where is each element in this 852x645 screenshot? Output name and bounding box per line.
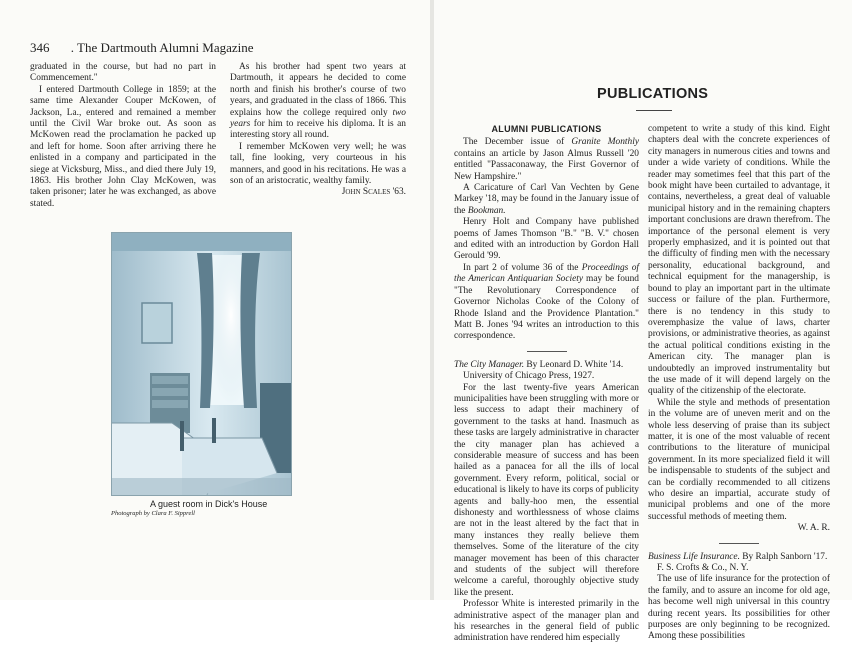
paragraph: competent to write a study of this kind. Eight chapters deal with the concrete experiences of city managers in numerous cities and towns and under a wide variety of conditions. While the reader may sometimes feel that this part of the book might have been curtailed to advantage, it contains, nevertheless, a great deal of valuable municipal history and in the remaining chapters important conclusions are drawn therefrom. The importance of the personal element is very properly emphasized, and it is pointed out that the difficulty of finding men with the necessary personality, educational background, and technical equipment for the managership, is bound to play an important part in the ultimate success or failure of the plan. Furthermore, there is no tendency in this study to overemphasize the value of laws, charter provisions, or administrative theories, as against the actual political conditions existing in the American city. The manager plan is undoubtedly an improved instrumentality but the use made of it will depend largely on the quality of the citizenship of the electorate. (648, 124, 830, 397)
page-number: 346 (30, 40, 50, 55)
review-publisher: University of Chicago Press, 1927. (463, 371, 595, 382)
photo-caption: A guest room in Dick's House (150, 499, 268, 509)
guest-room-photo (111, 232, 292, 496)
section-title: PUBLICATIONS (597, 86, 709, 102)
paragraph: For the last twenty-five years American municipalities have been struggling with more or less success to adapt their machinery of government to the tasks at hand. Inasmuch as these tasks are largely administrative in character the city manager plan has achieved a considerable measure of success and has been hailed as a panacea for all the ills of local government. Every reform, political, social or educational is likely to have its corps of publicity agents and bally-hoo men, the essential dishonesty and worthlessness of whose claims are not in the least altered by the fact that in many instances they really believe them themselves. Some of the literature of the city manager movement has been of this character and students of the subject will therefore welcome a careful, thoroughly objective study like the present. (454, 382, 639, 598)
subsection-title: ALUMNI PUBLICATIONS (491, 124, 602, 134)
review-publisher: F. S. Crofts & Co., N. Y. (657, 563, 749, 574)
running-header (30, 40, 254, 56)
left-column-2 (230, 62, 406, 199)
paragraph: The use of life insurance for the protection of the family, and to assure an income for old age, has become well nigh universal in this country during recent years. Its possibilities for other purposes are only beginning to be recognized. Among these possibilities (648, 574, 830, 642)
photo-credit: Photograph by Clara F. Sipprell (111, 510, 195, 517)
paragraph: A Caricature of Carl Van Vechten by Gene Markey '18, may be found in the January issue of the Bookman. (454, 183, 639, 216)
paragraph: Professor White is interested primarily in the administrative aspect of the manager plan and his researches in the general field of public administration have rendered him especially (454, 599, 639, 644)
right-column-2 (648, 124, 830, 643)
paragraph: In part 2 of volume 36 of the Proceedings of the American Antiquarian Society may be found "The Revolutionary Correspondence of Governor Nicholas Cooke of the Colony of Rhode Island and the Providence Plantation." Matt B. Jones '94 writes an introduction to this correspondence. (454, 262, 639, 342)
paragraph: graduated in the course, but had no part in Commencement." (30, 62, 216, 84)
title-rule (636, 110, 672, 111)
paragraph: The December issue of Granite Monthly contains an article by Jason Almus Russell '20 entitled "Passaconaway, the First Governor of New Hampshire." (454, 137, 639, 182)
left-column-1 (30, 62, 216, 210)
paragraph: Henry Holt and Company have published poems of James Thomson "B." "B. V." chosen and edited with an introduction by Gordon Hall Gerould '99. (454, 217, 639, 262)
paragraph: While the style and methods of presentation in the volume are of uneven merit and on the whole less deserving of praise than its subject matter, it is one of the most valuable of recent contributions to the literature of municipal government. In its more specialized field it will be indispensable to students of the subject and can be cordially recommended to all citizens who desire an impartial, accurate study of municipal problems and one of the more successful methods of meeting them. (648, 397, 830, 522)
section-divider (527, 351, 567, 352)
paragraph: I entered Dartmouth College in 1859; at the same time Alexander Couper McKowen, of Jackson, La., entered and remained a member until the Civil War broke out. As soon as McKowen read the proclamation he packed up and left for home. Soon after arriving there he enlisted in a company and participated in the siege at Vicksburg, Miss., and died there July 19, 1863. His brother John Clay McKowen, was taken prisoner; later he was exchanged, as above stated. (30, 84, 216, 209)
section-divider (719, 543, 759, 544)
paragraph: I remember McKowen very well; he was tall, fine looking, very courteous in his manners, and good in his recitations. He was a son of an aristocratic, wealthy family. (230, 141, 406, 187)
right-column-1 (454, 124, 639, 645)
review-heading: The City Manager. By Leonard D. White '14. (454, 359, 624, 370)
signature: John Scales '63. (341, 187, 406, 198)
review-heading: Business Life Insurance. By Ralph Sanborn '17. (648, 551, 828, 562)
paragraph: As his brother had spent two years at Dartmouth, it appears he decided to come north and finish his brother's course of two years, and graduated in the class of 1866. This explains how the college required only two years for him to receive his diploma. It is an interesting story all round. (230, 62, 406, 141)
running-head-title: . The Dartmouth Alumni Magazine (70, 40, 254, 55)
signature: W. A. R. (797, 523, 830, 534)
